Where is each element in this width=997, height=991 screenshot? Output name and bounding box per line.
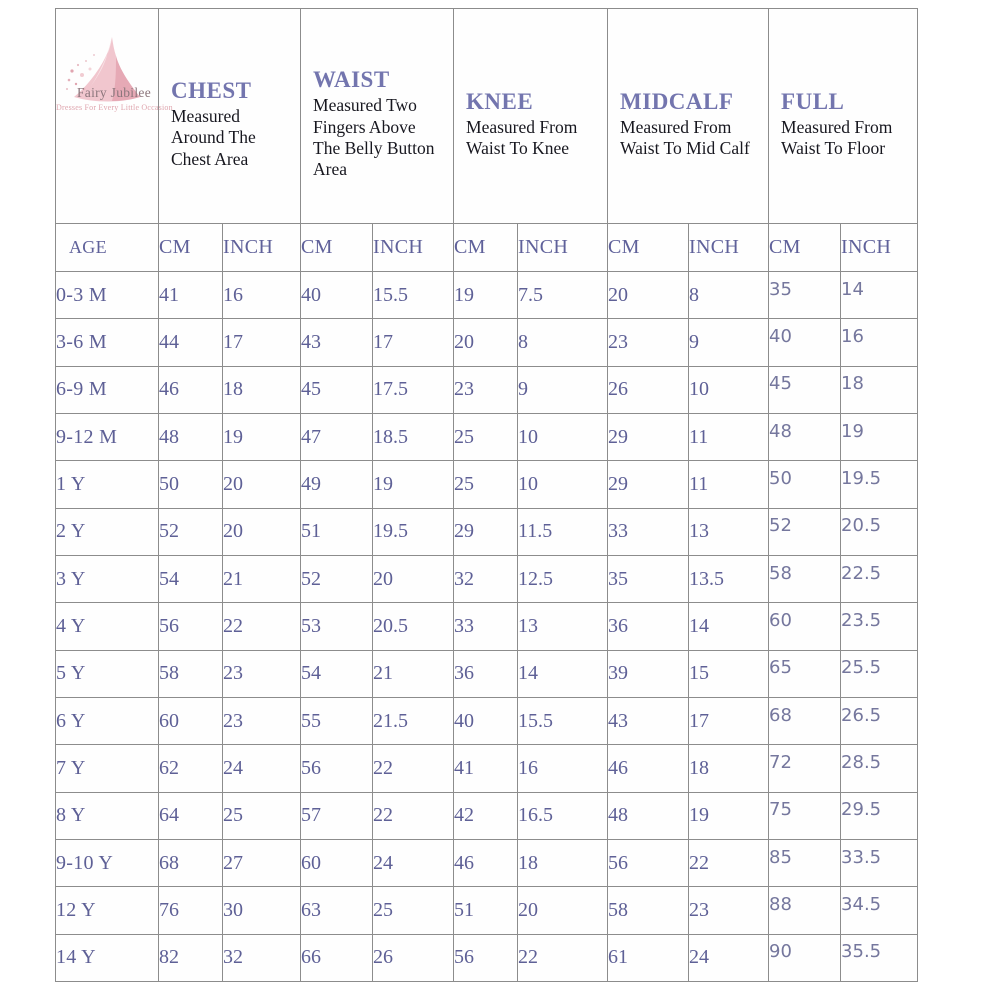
measure-label: MIDCALF xyxy=(620,88,734,114)
waist-cm-cell: 43 xyxy=(301,319,373,366)
chest-inch-cell: 22 xyxy=(223,603,301,650)
measure-header-midcalf xyxy=(608,9,769,224)
midcalf-inch-cell: 17 xyxy=(689,697,769,744)
measure-description: Measured From Waist To Mid Calf xyxy=(620,116,750,158)
chest-inch-cell: 20 xyxy=(223,508,301,555)
knee-cm-cell: 23 xyxy=(454,366,518,413)
waist-cm-cell: 55 xyxy=(301,697,373,744)
knee-cm-cell: 56 xyxy=(454,934,518,981)
age-cell: 6-9 M xyxy=(56,366,159,413)
knee-inch-cell: 16.5 xyxy=(518,792,608,839)
knee-inch-cell: 8 xyxy=(518,319,608,366)
unit-header-row xyxy=(56,224,918,272)
age-cell: 12 Y xyxy=(56,887,159,934)
midcalf-cm-cell: 23 xyxy=(608,319,689,366)
measure-label: CHEST xyxy=(171,77,252,103)
subheader-waist-cm: CM xyxy=(301,224,373,272)
subheader-midcalf-cm: CM xyxy=(608,224,689,272)
full-inch-cell: 20.5 xyxy=(841,508,918,555)
full-inch-cell: 29.5 xyxy=(841,792,918,839)
full-inch-cell: 18 xyxy=(841,366,918,413)
knee-inch-cell: 10 xyxy=(518,413,608,460)
chest-cm-cell: 62 xyxy=(159,745,223,792)
midcalf-cm-cell: 35 xyxy=(608,555,689,602)
knee-cm-cell: 42 xyxy=(454,792,518,839)
table-row xyxy=(56,319,918,366)
knee-inch-cell: 14 xyxy=(518,650,608,697)
brand-tagline: Dresses For Every Little Occasion xyxy=(56,103,173,112)
full-inch-cell: 25.5 xyxy=(841,650,918,697)
waist-inch-cell: 25 xyxy=(373,887,454,934)
chest-inch-cell: 20 xyxy=(223,461,301,508)
full-cm-cell: 45 xyxy=(769,366,841,413)
age-cell: 2 Y xyxy=(56,508,159,555)
knee-inch-cell: 16 xyxy=(518,745,608,792)
measure-description: Measured Two Fingers Above The Belly Button Area xyxy=(313,95,435,180)
knee-inch-cell: 13 xyxy=(518,603,608,650)
full-cm-cell: 50 xyxy=(769,461,841,508)
measure-header-waist xyxy=(301,9,454,224)
age-cell: 3-6 M xyxy=(56,319,159,366)
waist-cm-cell: 57 xyxy=(301,792,373,839)
midcalf-cm-cell: 36 xyxy=(608,603,689,650)
waist-cm-cell: 45 xyxy=(301,366,373,413)
subheader-midcalf-inch: INCH xyxy=(689,224,769,272)
measure-label: WAIST xyxy=(313,67,390,93)
knee-cm-cell: 20 xyxy=(454,319,518,366)
chest-cm-cell: 68 xyxy=(159,839,223,886)
full-inch-cell: 28.5 xyxy=(841,745,918,792)
midcalf-cm-cell: 58 xyxy=(608,887,689,934)
midcalf-inch-cell: 18 xyxy=(689,745,769,792)
waist-cm-cell: 63 xyxy=(301,887,373,934)
measure-header-full xyxy=(769,9,918,224)
midcalf-inch-cell: 24 xyxy=(689,934,769,981)
knee-inch-cell: 11.5 xyxy=(518,508,608,555)
midcalf-cm-cell: 29 xyxy=(608,461,689,508)
chest-cm-cell: 52 xyxy=(159,508,223,555)
waist-cm-cell: 53 xyxy=(301,603,373,650)
midcalf-cm-cell: 26 xyxy=(608,366,689,413)
midcalf-cm-cell: 48 xyxy=(608,792,689,839)
midcalf-cm-cell: 33 xyxy=(608,508,689,555)
midcalf-inch-cell: 19 xyxy=(689,792,769,839)
table-row xyxy=(56,555,918,602)
subheader-knee-cm: CM xyxy=(454,224,518,272)
subheader-waist-inch: INCH xyxy=(373,224,454,272)
knee-inch-cell: 15.5 xyxy=(518,697,608,744)
chest-cm-cell: 44 xyxy=(159,319,223,366)
table-row xyxy=(56,413,918,460)
chest-cm-cell: 76 xyxy=(159,887,223,934)
age-cell: 0-3 M xyxy=(56,272,159,319)
chest-inch-cell: 21 xyxy=(223,555,301,602)
table-row xyxy=(56,461,918,508)
subheader-full-cm: CM xyxy=(769,224,841,272)
midcalf-cm-cell: 46 xyxy=(608,745,689,792)
full-inch-cell: 19 xyxy=(841,413,918,460)
chest-inch-cell: 18 xyxy=(223,366,301,413)
midcalf-inch-cell: 15 xyxy=(689,650,769,697)
table-row xyxy=(56,839,918,886)
waist-inch-cell: 18.5 xyxy=(373,413,454,460)
full-inch-cell: 19.5 xyxy=(841,461,918,508)
waist-inch-cell: 19.5 xyxy=(373,508,454,555)
chest-cm-cell: 56 xyxy=(159,603,223,650)
knee-cm-cell: 46 xyxy=(454,839,518,886)
knee-cm-cell: 29 xyxy=(454,508,518,555)
full-cm-cell: 52 xyxy=(769,508,841,555)
midcalf-cm-cell: 61 xyxy=(608,934,689,981)
waist-inch-cell: 24 xyxy=(373,839,454,886)
measure-description: Measured Around The Chest Area xyxy=(171,105,256,169)
midcalf-cm-cell: 29 xyxy=(608,413,689,460)
waist-cm-cell: 54 xyxy=(301,650,373,697)
full-cm-cell: 75 xyxy=(769,792,841,839)
waist-inch-cell: 21 xyxy=(373,650,454,697)
table-row xyxy=(56,745,918,792)
waist-cm-cell: 66 xyxy=(301,934,373,981)
full-cm-cell: 85 xyxy=(769,839,841,886)
knee-cm-cell: 51 xyxy=(454,887,518,934)
knee-inch-cell: 9 xyxy=(518,366,608,413)
knee-cm-cell: 33 xyxy=(454,603,518,650)
age-cell: 7 Y xyxy=(56,745,159,792)
midcalf-inch-cell: 14 xyxy=(689,603,769,650)
chest-cm-cell: 64 xyxy=(159,792,223,839)
knee-cm-cell: 41 xyxy=(454,745,518,792)
measure-description: Measured From Waist To Knee xyxy=(466,116,578,158)
midcalf-cm-cell: 43 xyxy=(608,697,689,744)
waist-inch-cell: 22 xyxy=(373,792,454,839)
subheader-knee-inch: INCH xyxy=(518,224,608,272)
chest-inch-cell: 23 xyxy=(223,697,301,744)
subheader-chest-cm: CM xyxy=(159,224,223,272)
full-cm-cell: 90 xyxy=(769,934,841,981)
measure-label: KNEE xyxy=(466,88,534,114)
age-cell: 3 Y xyxy=(56,555,159,602)
chest-cm-cell: 82 xyxy=(159,934,223,981)
knee-cm-cell: 19 xyxy=(454,272,518,319)
full-cm-cell: 48 xyxy=(769,413,841,460)
full-inch-cell: 16 xyxy=(841,319,918,366)
waist-inch-cell: 19 xyxy=(373,461,454,508)
knee-cm-cell: 40 xyxy=(454,697,518,744)
waist-inch-cell: 22 xyxy=(373,745,454,792)
age-cell: 9-12 M xyxy=(56,413,159,460)
knee-cm-cell: 25 xyxy=(454,461,518,508)
age-cell: 14 Y xyxy=(56,934,159,981)
table-row xyxy=(56,934,918,981)
table-row xyxy=(56,603,918,650)
knee-inch-cell: 20 xyxy=(518,887,608,934)
midcalf-inch-cell: 10 xyxy=(689,366,769,413)
subheader-age: AGE xyxy=(56,224,159,272)
full-cm-cell: 65 xyxy=(769,650,841,697)
full-cm-cell: 68 xyxy=(769,697,841,744)
full-inch-cell: 33.5 xyxy=(841,839,918,886)
full-inch-cell: 23.5 xyxy=(841,603,918,650)
subheader-chest-inch: INCH xyxy=(223,224,301,272)
knee-inch-cell: 7.5 xyxy=(518,272,608,319)
table-row xyxy=(56,887,918,934)
measure-header-row xyxy=(56,9,918,224)
table-row xyxy=(56,272,918,319)
brand-logo-cell xyxy=(56,9,173,224)
midcalf-inch-cell: 11 xyxy=(689,413,769,460)
midcalf-inch-cell: 22 xyxy=(689,839,769,886)
waist-cm-cell: 56 xyxy=(301,745,373,792)
table-row xyxy=(56,697,918,744)
chest-inch-cell: 17 xyxy=(223,319,301,366)
chest-inch-cell: 27 xyxy=(223,839,301,886)
age-cell: 6 Y xyxy=(56,697,159,744)
brand-name: Fairy Jubilee xyxy=(76,85,151,100)
chest-inch-cell: 16 xyxy=(223,272,301,319)
full-inch-cell: 22.5 xyxy=(841,555,918,602)
chest-inch-cell: 32 xyxy=(223,934,301,981)
waist-cm-cell: 47 xyxy=(301,413,373,460)
chest-inch-cell: 23 xyxy=(223,650,301,697)
waist-inch-cell: 26 xyxy=(373,934,454,981)
measure-description: Measured From Waist To Floor xyxy=(781,116,893,158)
age-cell: 1 Y xyxy=(56,461,159,508)
chest-cm-cell: 54 xyxy=(159,555,223,602)
waist-inch-cell: 20 xyxy=(373,555,454,602)
full-cm-cell: 88 xyxy=(769,887,841,934)
measure-label: FULL xyxy=(781,88,845,114)
waist-inch-cell: 21.5 xyxy=(373,697,454,744)
knee-inch-cell: 18 xyxy=(518,839,608,886)
age-cell: 5 Y xyxy=(56,650,159,697)
measure-header-knee xyxy=(454,9,608,224)
chest-inch-cell: 30 xyxy=(223,887,301,934)
midcalf-cm-cell: 20 xyxy=(608,272,689,319)
full-cm-cell: 72 xyxy=(769,745,841,792)
full-cm-cell: 40 xyxy=(769,319,841,366)
chest-cm-cell: 50 xyxy=(159,461,223,508)
waist-inch-cell: 20.5 xyxy=(373,603,454,650)
measure-header-chest xyxy=(159,9,301,224)
full-cm-cell: 35 xyxy=(769,272,841,319)
table-row xyxy=(56,366,918,413)
table-row xyxy=(56,650,918,697)
midcalf-inch-cell: 11 xyxy=(689,461,769,508)
knee-cm-cell: 36 xyxy=(454,650,518,697)
full-inch-cell: 26.5 xyxy=(841,697,918,744)
chest-cm-cell: 58 xyxy=(159,650,223,697)
chest-cm-cell: 41 xyxy=(159,272,223,319)
full-cm-cell: 60 xyxy=(769,603,841,650)
knee-cm-cell: 32 xyxy=(454,555,518,602)
waist-cm-cell: 60 xyxy=(301,839,373,886)
midcalf-inch-cell: 13.5 xyxy=(689,555,769,602)
midcalf-cm-cell: 39 xyxy=(608,650,689,697)
full-inch-cell: 35.5 xyxy=(841,934,918,981)
midcalf-cm-cell: 56 xyxy=(608,839,689,886)
waist-inch-cell: 17 xyxy=(373,319,454,366)
chest-inch-cell: 24 xyxy=(223,745,301,792)
waist-cm-cell: 52 xyxy=(301,555,373,602)
waist-cm-cell: 51 xyxy=(301,508,373,555)
subheader-full-inch: INCH xyxy=(841,224,918,272)
table-row xyxy=(56,508,918,555)
full-cm-cell: 58 xyxy=(769,555,841,602)
table-row xyxy=(56,792,918,839)
midcalf-inch-cell: 9 xyxy=(689,319,769,366)
age-cell: 4 Y xyxy=(56,603,159,650)
age-cell: 8 Y xyxy=(56,792,159,839)
full-inch-cell: 14 xyxy=(841,272,918,319)
knee-cm-cell: 25 xyxy=(454,413,518,460)
chest-inch-cell: 19 xyxy=(223,413,301,460)
midcalf-inch-cell: 23 xyxy=(689,887,769,934)
age-cell: 9-10 Y xyxy=(56,839,159,886)
full-inch-cell: 34.5 xyxy=(841,887,918,934)
size-chart-table xyxy=(55,8,918,982)
midcalf-inch-cell: 8 xyxy=(689,272,769,319)
brand-logo xyxy=(56,9,173,223)
knee-inch-cell: 22 xyxy=(518,934,608,981)
waist-inch-cell: 17.5 xyxy=(373,366,454,413)
knee-inch-cell: 10 xyxy=(518,461,608,508)
waist-cm-cell: 40 xyxy=(301,272,373,319)
chest-cm-cell: 48 xyxy=(159,413,223,460)
chest-inch-cell: 25 xyxy=(223,792,301,839)
waist-cm-cell: 49 xyxy=(301,461,373,508)
knee-inch-cell: 12.5 xyxy=(518,555,608,602)
midcalf-inch-cell: 13 xyxy=(689,508,769,555)
waist-inch-cell: 15.5 xyxy=(373,272,454,319)
chest-cm-cell: 60 xyxy=(159,697,223,744)
chest-cm-cell: 46 xyxy=(159,366,223,413)
